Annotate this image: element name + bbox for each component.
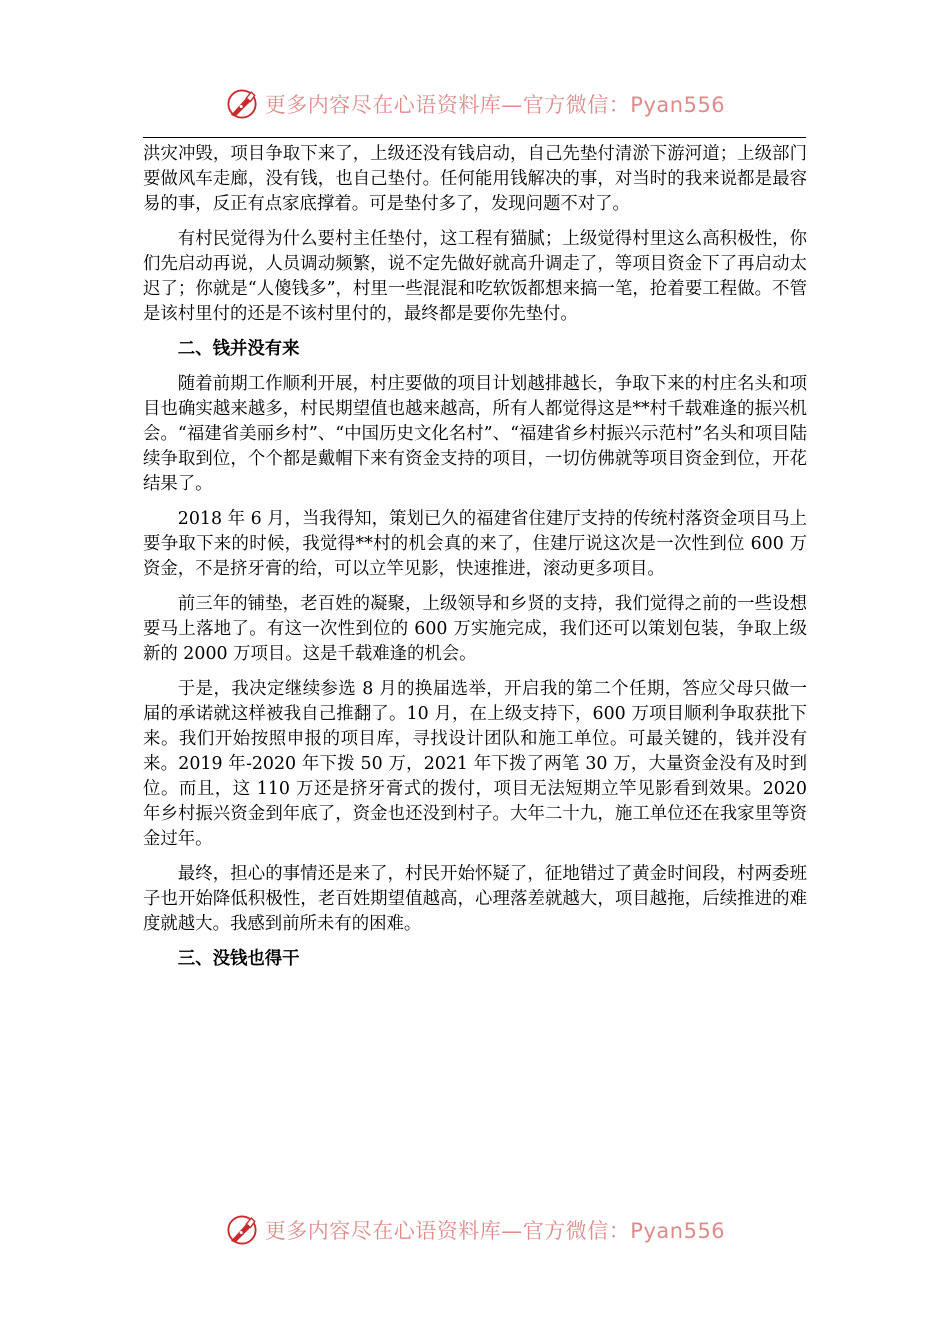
section-heading: 二、钱并没有来 — [177, 339, 300, 359]
footer-banner — [0, 1208, 950, 1252]
pen-nib-circle-icon — [225, 87, 259, 121]
paragraph: 2018 年 6 月，当我得知，策划已久的福建省住建厅支持的传统村落资金项目马上要争取下来的时候，我觉得**村的机会真的来了，住建厅说这次是一次性到位 600 万资金，不是挤牙膏的给，可以立竿见影，快速推进，滚动更多项目。 — [143, 509, 807, 579]
footer-banner-text: 更多内容尽在心语资料库—官方微信：Pyan556 — [264, 1219, 726, 1243]
paragraph: 最终，担心的事情还是来了，村民开始怀疑了，征地错过了黄金时间段，村两委班子也开始降低积极性，老百姓期望值越高，心理落差就越大，项目越拖，后续推进的难度就越大。我感到前所未有的困难。 — [143, 864, 807, 934]
header-banner-text: 更多内容尽在心语资料库—官方微信：Pyan556 — [264, 93, 726, 117]
paragraph: 前三年的铺垫，老百姓的凝聚，上级领导和乡贤的支持，我们觉得之前的一些设想要马上落地了。有这一次性到位的 600 万实施完成，我们还可以策划包装，争取上级新的 2000 万项目。这是千载难逢的机会。 — [143, 594, 807, 664]
pen-nib-circle-icon — [225, 1213, 259, 1247]
paragraph: 洪灾冲毁，项目争取下来了，上级还没有钱启动，自己先垫付清淤下游河道；上级部门要做风车走廊，没有钱，也自己垫付。任何能用钱解决的事，对当时的我来说都是最容易的事，反正有点家底撑着。可是垫付多了，发现问题不对了。 — [143, 144, 807, 214]
header-divider — [143, 137, 806, 138]
paragraph: 有村民觉得为什么要村主任垫付，这工程有猫腻；上级觉得村里这么高积极性，你们先启动再说，人员调动频繁，说不定先做好就高升调走了，等项目资金下了再启动太迟了；你就是“人傻钱多”，村里一些混混和吃软饭都想来搞一笔，抢着要工程做。不管是该村里付的还是不该村里付的，最终都是要你先垫付。 — [143, 229, 807, 324]
paragraph: 于是，我决定继续参选 8 月的换届选举，开启我的第二个任期，答应父母只做一届的承诺就这样被我自己推翻了。10 月，在上级支持下，600 万项目顺利争取获批下来。我们开始按照申报的项目库，寻找设计团队和施工单位。可最关键的，钱并没有来。2019 年-2020 年下拨 50 万，2021 年下拨了两笔 30 万，大量资金没有及时到位。而且，这 110 万还是挤牙膏式的拨付，项目无法短期立竿见影看到效果。2020 年乡村振兴资金到年底了，资金也还没到村子。大年二十九，施工单位还在我家里等资金过年。 — [143, 679, 807, 849]
paragraph: 随着前期工作顺利开展，村庄要做的项目计划越排越长，争取下来的村庄名头和项目也确实越来越多，村民期望值也越来越高，所有人都觉得这是**村千载难逢的振兴机会。“福建省美丽乡村”、“中国历史文化名村”、“福建省乡村振兴示范村”名头和项目陆续争取到位，个个都是戴帽下来有资金支持的项目，一切仿佛就等项目资金到位，开花结果了。 — [143, 374, 807, 494]
header-banner — [0, 82, 950, 126]
document-body — [143, 142, 807, 982]
section-heading: 三、没钱也得干 — [177, 949, 300, 969]
